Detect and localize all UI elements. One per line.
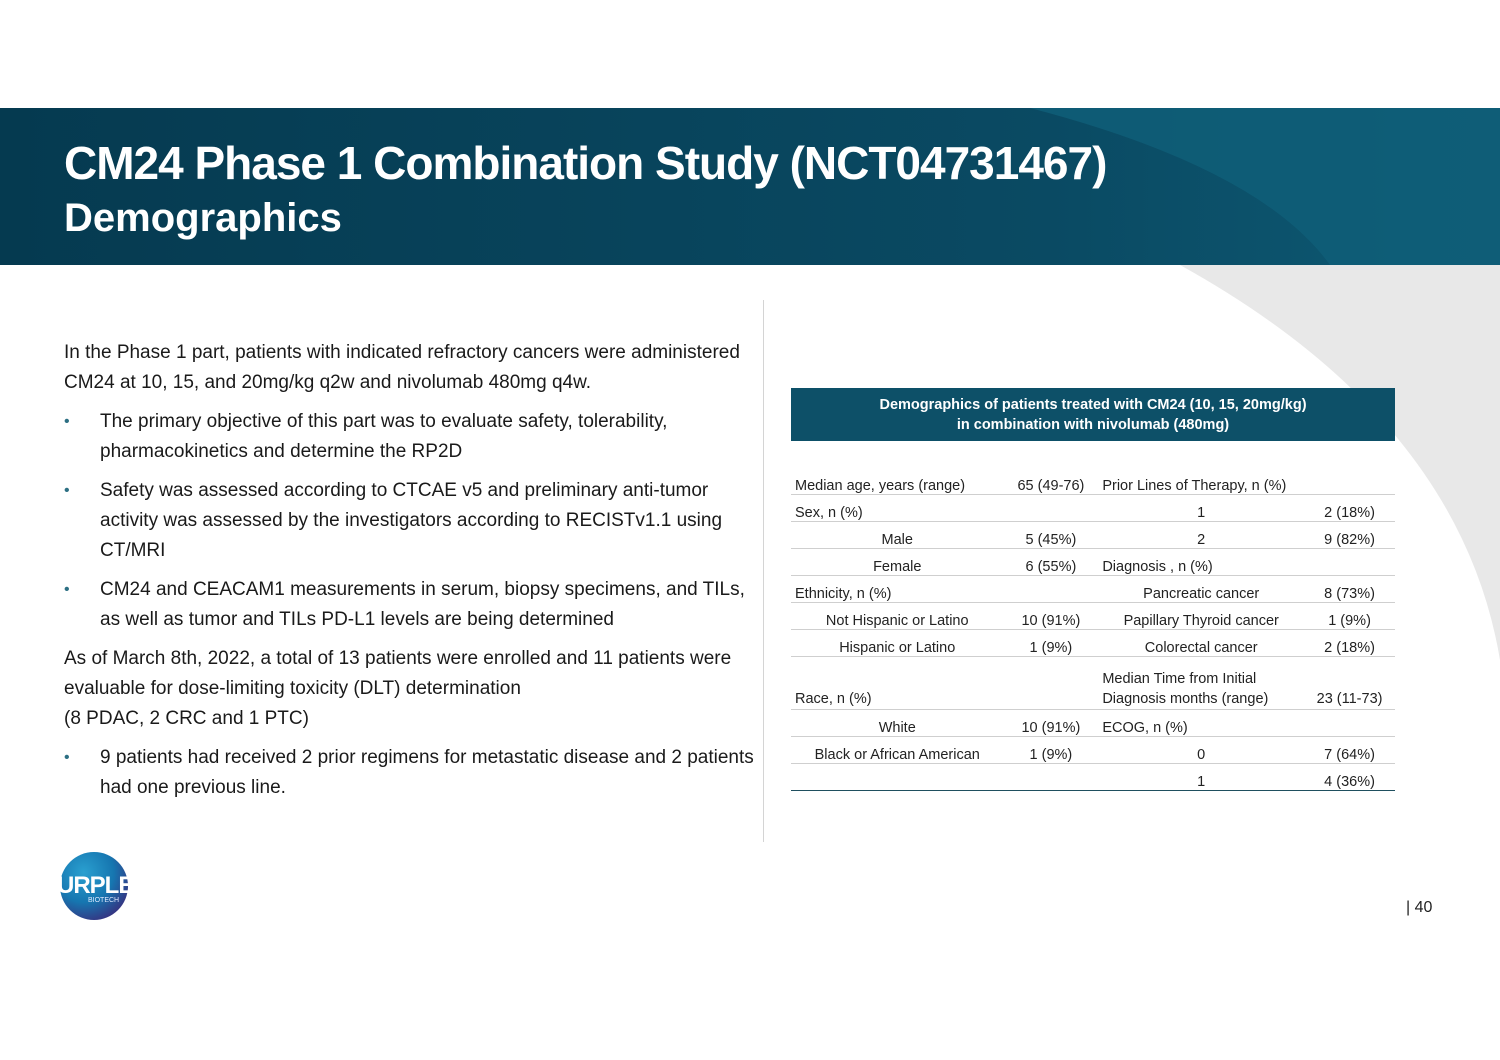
table-row: White 10 (91%) ECOG, n (%) [791, 710, 1395, 737]
bullet-icon: • [64, 482, 70, 499]
list-item: • 9 patients had received 2 prior regimens for metastatic disease and 2 patients had one previous line. [64, 743, 754, 803]
table-caption: Demographics of patients treated with CM24 (10, 15, 20mg/kg) in combination with nivolumab (480mg) [791, 388, 1395, 441]
demographics-table [791, 468, 1395, 791]
table-row: Race, n (%) Median Time from Initial Diagnosis months (range) 23 (11-73) [791, 657, 1395, 710]
table-row: Black or African American 1 (9%) 0 7 (64%) [791, 737, 1395, 764]
logo-wordmark: PURPLE [42, 872, 134, 899]
table-row: Median age, years (range) 65 (49-76) Prior Lines of Therapy, n (%) [791, 468, 1395, 495]
list-item: • Safety was assessed according to CTCAE v5 and preliminary anti-tumor activity was assessed by the investigators according to RECISTv1.1 using CT/MRI [64, 476, 754, 566]
intro-paragraph: In the Phase 1 part, patients with indicated refractory cancers were administered CM24 at 10, 15, and 20mg/kg q2w and nivolumab 480mg q4w. [64, 342, 740, 393]
table-row: Hispanic or Latino 1 (9%) Colorectal cancer 2 (18%) [791, 630, 1395, 657]
bullet-icon: • [64, 581, 70, 598]
bullet-icon: • [64, 749, 70, 766]
objective-list [64, 407, 754, 635]
table-row: Not Hispanic or Latino 10 (91%) Papillary Thyroid cancer 1 (9%) [791, 603, 1395, 630]
list-item: • CM24 and CEACAM1 measurements in serum, biopsy specimens, and TILs, as well as tumor and TILs PD-L1 levels are being determined [64, 575, 754, 635]
table-row: Ethnicity, n (%) Pancreatic cancer 8 (73%) [791, 576, 1395, 603]
table-row: 1 4 (36%) [791, 764, 1395, 791]
list-item: • The primary objective of this part was to evaluate safety, tolerability, pharmacokinetics and determine the RP2D [64, 407, 754, 467]
column-divider [763, 300, 764, 842]
page-number: | 40 [1406, 899, 1433, 916]
bullet-icon: • [64, 413, 70, 430]
prior-regimens-list [64, 743, 754, 803]
table-row: Sex, n (%) 1 2 (18%) [791, 495, 1395, 522]
table-row: Female 6 (55%) Diagnosis , n (%) [791, 549, 1395, 576]
page-subtitle: Demographics [64, 196, 342, 240]
table-row: Male 5 (45%) 2 9 (82%) [791, 522, 1395, 549]
logo-subtext: BIOTECH [88, 897, 120, 904]
page-title: CM24 Phase 1 Combination Study (NCT04731467) [64, 137, 1107, 189]
summary-text [64, 338, 754, 812]
status-paragraph: As of March 8th, 2022, a total of 13 patients were enrolled and 11 patients were evaluable for dose-limiting toxicity (DLT) determination (8 PDAC, 2 CRC and 1 PTC) [64, 648, 732, 729]
